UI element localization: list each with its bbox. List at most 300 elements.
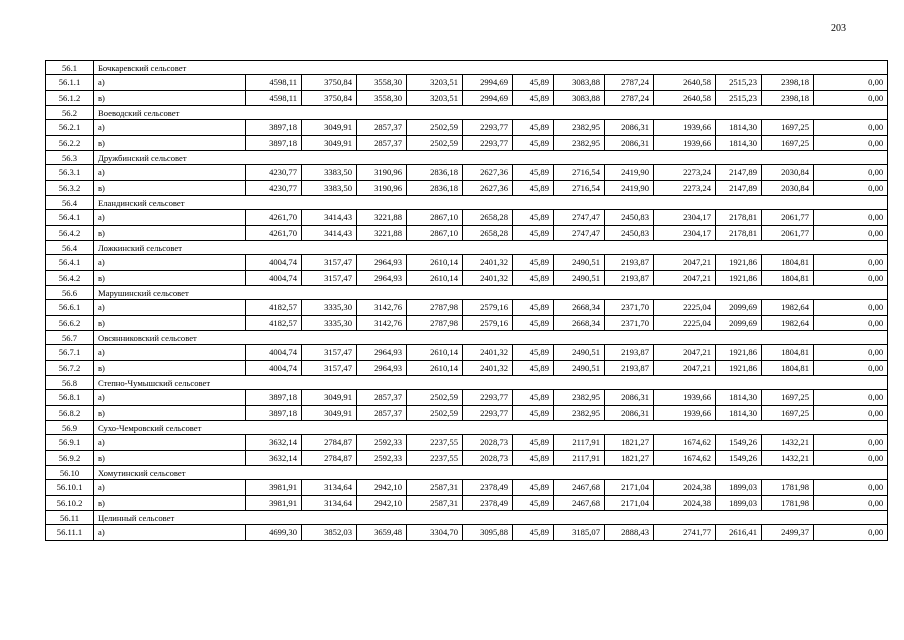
value-cell: 2716,54 bbox=[554, 165, 605, 181]
value-cell: 2382,95 bbox=[554, 120, 605, 136]
row-code: 56.9.1 bbox=[46, 435, 94, 451]
section-code: 56.11 bbox=[46, 511, 94, 525]
row-subtype: в) bbox=[94, 360, 246, 376]
row-subtype: в) bbox=[94, 180, 246, 196]
value-cell: 2225,04 bbox=[654, 300, 716, 316]
row-subtype: в) bbox=[94, 405, 246, 421]
value-cell: 45,89 bbox=[513, 405, 554, 421]
row-subtype: а) bbox=[94, 390, 246, 406]
value-cell: 3897,18 bbox=[246, 135, 302, 151]
table-row bbox=[46, 315, 888, 331]
value-cell: 3852,03 bbox=[302, 525, 357, 541]
value-cell: 0,00 bbox=[814, 405, 888, 421]
row-subtype: в) bbox=[94, 270, 246, 286]
value-cell: 3083,88 bbox=[554, 75, 605, 91]
value-cell: 2024,38 bbox=[654, 495, 716, 511]
row-subtype: а) bbox=[94, 435, 246, 451]
value-cell: 2086,31 bbox=[605, 135, 654, 151]
value-cell: 2490,51 bbox=[554, 345, 605, 361]
row-code: 56.7.1 bbox=[46, 345, 94, 361]
section-code: 56.3 bbox=[46, 151, 94, 165]
table-row bbox=[46, 75, 888, 91]
value-cell: 0,00 bbox=[814, 120, 888, 136]
value-cell: 3203,51 bbox=[407, 75, 463, 91]
value-cell: 1814,30 bbox=[716, 120, 762, 136]
value-cell: 45,89 bbox=[513, 225, 554, 241]
value-cell: 2658,28 bbox=[463, 225, 513, 241]
value-cell: 3190,96 bbox=[357, 165, 407, 181]
section-code: 56.7 bbox=[46, 331, 94, 345]
value-cell: 0,00 bbox=[814, 180, 888, 196]
settlement-name: Еландинский сельсовет bbox=[94, 196, 888, 210]
value-cell: 2502,59 bbox=[407, 120, 463, 136]
table-row bbox=[46, 360, 888, 376]
value-cell: 3335,30 bbox=[302, 300, 357, 316]
value-cell: 3897,18 bbox=[246, 405, 302, 421]
value-cell: 2293,77 bbox=[463, 120, 513, 136]
value-cell: 3659,48 bbox=[357, 525, 407, 541]
value-cell: 2627,36 bbox=[463, 180, 513, 196]
value-cell: 1921,86 bbox=[716, 270, 762, 286]
value-cell: 2658,28 bbox=[463, 210, 513, 226]
value-cell: 4004,74 bbox=[246, 345, 302, 361]
value-cell: 2450,83 bbox=[605, 210, 654, 226]
table-row bbox=[46, 135, 888, 151]
value-cell: 2787,24 bbox=[605, 75, 654, 91]
row-subtype: а) bbox=[94, 300, 246, 316]
row-subtype: а) bbox=[94, 165, 246, 181]
value-cell: 2942,10 bbox=[357, 495, 407, 511]
value-cell: 2857,37 bbox=[357, 405, 407, 421]
page-number: 203 bbox=[831, 23, 846, 34]
value-cell: 2640,58 bbox=[654, 90, 716, 106]
value-cell: 2587,31 bbox=[407, 480, 463, 496]
value-cell: 2147,89 bbox=[716, 165, 762, 181]
value-cell: 0,00 bbox=[814, 225, 888, 241]
value-cell: 2378,49 bbox=[463, 495, 513, 511]
value-cell: 2028,73 bbox=[463, 450, 513, 466]
value-cell: 45,89 bbox=[513, 165, 554, 181]
value-cell: 3632,14 bbox=[246, 435, 302, 451]
value-cell: 0,00 bbox=[814, 480, 888, 496]
section-header-row bbox=[46, 421, 888, 435]
value-cell: 2836,18 bbox=[407, 165, 463, 181]
value-cell: 0,00 bbox=[814, 435, 888, 451]
value-cell: 2450,83 bbox=[605, 225, 654, 241]
settlement-name: Степно-Чумышский сельсовет bbox=[94, 376, 888, 390]
section-code: 56.4 bbox=[46, 241, 94, 255]
row-code: 56.10.2 bbox=[46, 495, 94, 511]
value-cell: 2747,47 bbox=[554, 210, 605, 226]
value-cell: 1804,81 bbox=[762, 345, 814, 361]
value-cell: 2668,34 bbox=[554, 300, 605, 316]
row-subtype: а) bbox=[94, 345, 246, 361]
row-code: 56.8.2 bbox=[46, 405, 94, 421]
value-cell: 2117,91 bbox=[554, 435, 605, 451]
value-cell: 2178,81 bbox=[716, 210, 762, 226]
row-code: 56.4.2 bbox=[46, 225, 94, 241]
value-cell: 2592,33 bbox=[357, 435, 407, 451]
value-cell: 0,00 bbox=[814, 525, 888, 541]
value-cell: 2024,38 bbox=[654, 480, 716, 496]
value-cell: 1697,25 bbox=[762, 135, 814, 151]
settlement-name: Марушинский сельсовет bbox=[94, 286, 888, 300]
row-code: 56.6.2 bbox=[46, 315, 94, 331]
row-code: 56.9.2 bbox=[46, 450, 94, 466]
value-cell: 2047,21 bbox=[654, 255, 716, 271]
value-cell: 1804,81 bbox=[762, 360, 814, 376]
section-header-row bbox=[46, 241, 888, 255]
value-cell: 1804,81 bbox=[762, 270, 814, 286]
value-cell: 4699,30 bbox=[246, 525, 302, 541]
value-cell: 3750,84 bbox=[302, 90, 357, 106]
value-cell: 3190,96 bbox=[357, 180, 407, 196]
value-cell: 45,89 bbox=[513, 135, 554, 151]
section-header-row bbox=[46, 466, 888, 480]
value-cell: 2086,31 bbox=[605, 120, 654, 136]
value-cell: 3558,30 bbox=[357, 75, 407, 91]
row-code: 56.10.1 bbox=[46, 480, 94, 496]
value-cell: 2171,04 bbox=[605, 495, 654, 511]
value-cell: 2942,10 bbox=[357, 480, 407, 496]
value-cell: 1982,64 bbox=[762, 300, 814, 316]
settlement-name: Целинный сельсовет bbox=[94, 511, 888, 525]
value-cell: 45,89 bbox=[513, 495, 554, 511]
value-cell: 1814,30 bbox=[716, 135, 762, 151]
value-cell: 45,89 bbox=[513, 90, 554, 106]
value-cell: 4182,57 bbox=[246, 315, 302, 331]
row-code: 56.2.1 bbox=[46, 120, 94, 136]
value-cell: 2382,95 bbox=[554, 390, 605, 406]
value-cell: 2640,58 bbox=[654, 75, 716, 91]
value-cell: 2378,49 bbox=[463, 480, 513, 496]
value-cell: 2061,77 bbox=[762, 210, 814, 226]
value-cell: 45,89 bbox=[513, 210, 554, 226]
value-cell: 2193,87 bbox=[605, 270, 654, 286]
table-row bbox=[46, 255, 888, 271]
value-cell: 0,00 bbox=[814, 270, 888, 286]
value-cell: 2193,87 bbox=[605, 360, 654, 376]
value-cell: 2515,23 bbox=[716, 75, 762, 91]
value-cell: 2867,10 bbox=[407, 225, 463, 241]
value-cell: 0,00 bbox=[814, 255, 888, 271]
value-cell: 2398,18 bbox=[762, 75, 814, 91]
value-cell: 45,89 bbox=[513, 480, 554, 496]
row-code: 56.1.1 bbox=[46, 75, 94, 91]
value-cell: 45,89 bbox=[513, 315, 554, 331]
value-cell: 2030,84 bbox=[762, 165, 814, 181]
value-cell: 2515,23 bbox=[716, 90, 762, 106]
value-cell: 3049,91 bbox=[302, 135, 357, 151]
value-cell: 3897,18 bbox=[246, 390, 302, 406]
table-row bbox=[46, 120, 888, 136]
value-cell: 2579,16 bbox=[463, 300, 513, 316]
value-cell: 2994,69 bbox=[463, 75, 513, 91]
value-cell: 2964,93 bbox=[357, 255, 407, 271]
value-cell: 2610,14 bbox=[407, 255, 463, 271]
value-cell: 2787,24 bbox=[605, 90, 654, 106]
value-cell: 1821,27 bbox=[605, 450, 654, 466]
value-cell: 1432,21 bbox=[762, 435, 814, 451]
table-row bbox=[46, 165, 888, 181]
value-cell: 2401,32 bbox=[463, 255, 513, 271]
value-cell: 2304,17 bbox=[654, 210, 716, 226]
table-body bbox=[46, 61, 888, 541]
value-cell: 3981,91 bbox=[246, 480, 302, 496]
value-cell: 2467,68 bbox=[554, 495, 605, 511]
value-cell: 4230,77 bbox=[246, 180, 302, 196]
value-cell: 3304,70 bbox=[407, 525, 463, 541]
row-subtype: а) bbox=[94, 120, 246, 136]
value-cell: 2293,77 bbox=[463, 390, 513, 406]
value-cell: 2086,31 bbox=[605, 405, 654, 421]
row-subtype: а) bbox=[94, 525, 246, 541]
value-cell: 2401,32 bbox=[463, 270, 513, 286]
value-cell: 2716,54 bbox=[554, 180, 605, 196]
value-cell: 2502,59 bbox=[407, 405, 463, 421]
section-code: 56.2 bbox=[46, 106, 94, 120]
value-cell: 3095,88 bbox=[463, 525, 513, 541]
value-cell: 1921,86 bbox=[716, 345, 762, 361]
table-row bbox=[46, 270, 888, 286]
value-cell: 2499,37 bbox=[762, 525, 814, 541]
value-cell: 3558,30 bbox=[357, 90, 407, 106]
value-cell: 45,89 bbox=[513, 345, 554, 361]
row-subtype: в) bbox=[94, 495, 246, 511]
value-cell: 3414,43 bbox=[302, 225, 357, 241]
value-cell: 2784,87 bbox=[302, 435, 357, 451]
value-cell: 2741,77 bbox=[654, 525, 716, 541]
value-cell: 0,00 bbox=[814, 390, 888, 406]
value-cell: 2867,10 bbox=[407, 210, 463, 226]
value-cell: 2401,32 bbox=[463, 345, 513, 361]
value-cell: 0,00 bbox=[814, 300, 888, 316]
value-cell: 45,89 bbox=[513, 120, 554, 136]
value-cell: 0,00 bbox=[814, 75, 888, 91]
value-cell: 4230,77 bbox=[246, 165, 302, 181]
value-cell: 2047,21 bbox=[654, 345, 716, 361]
value-cell: 1821,27 bbox=[605, 435, 654, 451]
row-code: 56.1.2 bbox=[46, 90, 94, 106]
value-cell: 45,89 bbox=[513, 450, 554, 466]
value-cell: 45,89 bbox=[513, 255, 554, 271]
value-cell: 2304,17 bbox=[654, 225, 716, 241]
tariff-table bbox=[45, 60, 888, 541]
value-cell: 1939,66 bbox=[654, 405, 716, 421]
value-cell: 2171,04 bbox=[605, 480, 654, 496]
value-cell: 4004,74 bbox=[246, 270, 302, 286]
value-cell: 2030,84 bbox=[762, 180, 814, 196]
value-cell: 2225,04 bbox=[654, 315, 716, 331]
value-cell: 1674,62 bbox=[654, 435, 716, 451]
row-subtype: а) bbox=[94, 255, 246, 271]
section-code: 56.1 bbox=[46, 61, 94, 75]
value-cell: 3981,91 bbox=[246, 495, 302, 511]
value-cell: 2592,33 bbox=[357, 450, 407, 466]
value-cell: 2467,68 bbox=[554, 480, 605, 496]
value-cell: 4598,11 bbox=[246, 90, 302, 106]
value-cell: 3049,91 bbox=[302, 390, 357, 406]
value-cell: 3134,64 bbox=[302, 480, 357, 496]
table-row bbox=[46, 390, 888, 406]
value-cell: 0,00 bbox=[814, 135, 888, 151]
table-row bbox=[46, 225, 888, 241]
table-row bbox=[46, 300, 888, 316]
row-code: 56.3.2 bbox=[46, 180, 94, 196]
settlement-name: Ложкинский сельсовет bbox=[94, 241, 888, 255]
section-code: 56.6 bbox=[46, 286, 94, 300]
settlement-name: Овсянниковский сельсовет bbox=[94, 331, 888, 345]
value-cell: 2398,18 bbox=[762, 90, 814, 106]
value-cell: 2047,21 bbox=[654, 360, 716, 376]
value-cell: 0,00 bbox=[814, 495, 888, 511]
table-row bbox=[46, 450, 888, 466]
value-cell: 2616,41 bbox=[716, 525, 762, 541]
value-cell: 3203,51 bbox=[407, 90, 463, 106]
row-code: 56.3.1 bbox=[46, 165, 94, 181]
value-cell: 0,00 bbox=[814, 360, 888, 376]
section-header-row bbox=[46, 151, 888, 165]
table-row bbox=[46, 90, 888, 106]
value-cell: 2787,98 bbox=[407, 315, 463, 331]
section-header-row bbox=[46, 376, 888, 390]
value-cell: 1549,26 bbox=[716, 435, 762, 451]
value-cell: 2784,87 bbox=[302, 450, 357, 466]
table-row bbox=[46, 435, 888, 451]
value-cell: 2857,37 bbox=[357, 120, 407, 136]
value-cell: 2994,69 bbox=[463, 90, 513, 106]
value-cell: 4261,70 bbox=[246, 210, 302, 226]
value-cell: 2117,91 bbox=[554, 450, 605, 466]
value-cell: 45,89 bbox=[513, 390, 554, 406]
value-cell: 1697,25 bbox=[762, 390, 814, 406]
value-cell: 45,89 bbox=[513, 180, 554, 196]
value-cell: 2047,21 bbox=[654, 270, 716, 286]
row-code: 56.6.1 bbox=[46, 300, 94, 316]
section-code: 56.9 bbox=[46, 421, 94, 435]
value-cell: 1674,62 bbox=[654, 450, 716, 466]
value-cell: 2610,14 bbox=[407, 360, 463, 376]
value-cell: 3083,88 bbox=[554, 90, 605, 106]
value-cell: 2747,47 bbox=[554, 225, 605, 241]
value-cell: 1781,98 bbox=[762, 480, 814, 496]
row-subtype: а) bbox=[94, 480, 246, 496]
value-cell: 2371,70 bbox=[605, 315, 654, 331]
value-cell: 2099,69 bbox=[716, 315, 762, 331]
value-cell: 1814,30 bbox=[716, 405, 762, 421]
value-cell: 3142,76 bbox=[357, 315, 407, 331]
table-row bbox=[46, 495, 888, 511]
section-header-row bbox=[46, 286, 888, 300]
value-cell: 3185,07 bbox=[554, 525, 605, 541]
value-cell: 0,00 bbox=[814, 450, 888, 466]
value-cell: 1697,25 bbox=[762, 120, 814, 136]
row-code: 56.4.2 bbox=[46, 270, 94, 286]
value-cell: 2490,51 bbox=[554, 270, 605, 286]
table-row bbox=[46, 480, 888, 496]
value-cell: 2193,87 bbox=[605, 345, 654, 361]
value-cell: 45,89 bbox=[513, 75, 554, 91]
value-cell: 2610,14 bbox=[407, 345, 463, 361]
value-cell: 3750,84 bbox=[302, 75, 357, 91]
value-cell: 2293,77 bbox=[463, 135, 513, 151]
value-cell: 3383,50 bbox=[302, 180, 357, 196]
value-cell: 0,00 bbox=[814, 90, 888, 106]
value-cell: 2857,37 bbox=[357, 135, 407, 151]
value-cell: 3157,47 bbox=[302, 255, 357, 271]
value-cell: 2086,31 bbox=[605, 390, 654, 406]
value-cell: 2668,34 bbox=[554, 315, 605, 331]
value-cell: 2490,51 bbox=[554, 255, 605, 271]
value-cell: 1814,30 bbox=[716, 390, 762, 406]
value-cell: 0,00 bbox=[814, 210, 888, 226]
value-cell: 2857,37 bbox=[357, 390, 407, 406]
value-cell: 1921,86 bbox=[716, 255, 762, 271]
value-cell: 2273,24 bbox=[654, 180, 716, 196]
value-cell: 2237,55 bbox=[407, 435, 463, 451]
value-cell: 2787,98 bbox=[407, 300, 463, 316]
value-cell: 45,89 bbox=[513, 300, 554, 316]
value-cell: 1939,66 bbox=[654, 390, 716, 406]
value-cell: 1921,86 bbox=[716, 360, 762, 376]
value-cell: 45,89 bbox=[513, 270, 554, 286]
table-row bbox=[46, 525, 888, 541]
row-subtype: в) bbox=[94, 450, 246, 466]
value-cell: 4004,74 bbox=[246, 360, 302, 376]
value-cell: 3632,14 bbox=[246, 450, 302, 466]
value-cell: 2061,77 bbox=[762, 225, 814, 241]
value-cell: 2099,69 bbox=[716, 300, 762, 316]
table-row bbox=[46, 345, 888, 361]
value-cell: 2273,24 bbox=[654, 165, 716, 181]
value-cell: 2382,95 bbox=[554, 135, 605, 151]
row-subtype: а) bbox=[94, 210, 246, 226]
value-cell: 2610,14 bbox=[407, 270, 463, 286]
value-cell: 3134,64 bbox=[302, 495, 357, 511]
value-cell: 3142,76 bbox=[357, 300, 407, 316]
value-cell: 1899,03 bbox=[716, 480, 762, 496]
section-code: 56.4 bbox=[46, 196, 94, 210]
table-row bbox=[46, 210, 888, 226]
value-cell: 2293,77 bbox=[463, 405, 513, 421]
value-cell: 45,89 bbox=[513, 360, 554, 376]
value-cell: 1804,81 bbox=[762, 255, 814, 271]
section-header-row bbox=[46, 106, 888, 120]
value-cell: 3383,50 bbox=[302, 165, 357, 181]
row-code: 56.8.1 bbox=[46, 390, 94, 406]
value-cell: 0,00 bbox=[814, 165, 888, 181]
section-header-row bbox=[46, 331, 888, 345]
value-cell: 45,89 bbox=[513, 525, 554, 541]
section-code: 56.8 bbox=[46, 376, 94, 390]
value-cell: 3157,47 bbox=[302, 360, 357, 376]
value-cell: 4261,70 bbox=[246, 225, 302, 241]
value-cell: 2382,95 bbox=[554, 405, 605, 421]
value-cell: 2836,18 bbox=[407, 180, 463, 196]
row-subtype: в) bbox=[94, 90, 246, 106]
value-cell: 1899,03 bbox=[716, 495, 762, 511]
settlement-name: Хомутинский сельсовет bbox=[94, 466, 888, 480]
value-cell: 2888,43 bbox=[605, 525, 654, 541]
value-cell: 2371,70 bbox=[605, 300, 654, 316]
value-cell: 3335,30 bbox=[302, 315, 357, 331]
row-subtype: в) bbox=[94, 315, 246, 331]
settlement-name: Воеводский сельсовет bbox=[94, 106, 888, 120]
value-cell: 4598,11 bbox=[246, 75, 302, 91]
section-header-row bbox=[46, 61, 888, 75]
value-cell: 1982,64 bbox=[762, 315, 814, 331]
row-code: 56.11.1 bbox=[46, 525, 94, 541]
